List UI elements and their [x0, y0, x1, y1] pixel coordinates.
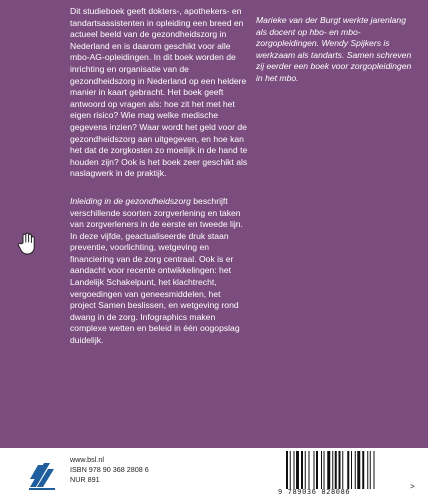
barcode-bar	[286, 451, 288, 489]
barcode-bar	[351, 451, 352, 489]
description-paragraph-2	[70, 196, 248, 347]
barcode-bar	[316, 451, 318, 489]
publisher-logo-icon	[28, 457, 56, 491]
barcode-bar	[347, 451, 349, 489]
barcode-bar	[296, 451, 299, 489]
barcode	[286, 451, 404, 489]
barcode-bar	[370, 451, 371, 489]
barcode-quiet-zone-mark: >	[410, 482, 415, 491]
back-cover-description	[70, 6, 248, 363]
barcode-bar	[355, 451, 356, 489]
barcode-bar	[357, 451, 360, 489]
barcode-bar	[309, 451, 310, 489]
description-paragraph-2-text: beschrijft verschillende soorten zorgverlening en taken van zorgverleners in de eerste en tweede lijn. In deze vijfde, geactualiseerde druk staan preventie, voorlichting, wetgeving en financiering van de zorg centraal. Ook is er aandacht voor recente ontwikkelingen: het Landelijk Schakelpunt, het klachtrecht, vergoedingen van geneesmiddelen, het project Samen beslissen, en wetgeving rond dwang in de zorg. Infographics maken complexe wetten en beleid in één oogopslag duidelijk.	[70, 195, 243, 346]
barcode-bar	[367, 451, 368, 489]
barcode-bar	[332, 451, 333, 489]
barcode-bar	[324, 451, 325, 489]
book-title-inline: Inleiding in de gezondheidszorg	[70, 195, 191, 206]
imprint-block	[70, 455, 149, 485]
barcode-bar	[294, 451, 295, 489]
description-paragraph-1: Dit studieboek geeft dokters-, apothekers- en tandartsassistenten in opleiding een breed en actueel beeld van de gezondheidszorg in Nederland en is daarom geschikt voor alle mbo-AG-opleidingen. In dit boek worden de inrichting en organisatie van de gezondheidszorg in Nederland op een heldere manier in kaart gebracht. Het boek geeft antwoord op vragen als: hoe zit het met het eigen risico? Wie mag welke medische gegevens inzien? Waar wordt het geld voor de gezondheidszorg aan uitgegeven, en hoe kan het dat de zorgkosten zo moeilijk in de hand te houden zijn? Ook is het boek zeer geschikt als naslagwerk in de praktijk.	[70, 6, 248, 179]
barcode-bar	[362, 451, 364, 489]
author-bio-text: Marieke van der Burgt werkte jarenlang als docent op hbo- en mbo-zorgopleidingen. Wendy Spijkers is werkzaam als tandarts. Samen schreven zij eerder een boek voor zorgopleidingen in het mbo.	[256, 15, 412, 83]
barcode-bar	[374, 451, 375, 489]
barcode-bar	[342, 451, 343, 489]
hand-cursor-icon	[17, 232, 37, 256]
barcode-bar	[314, 451, 315, 489]
publisher-website[interactable]: www.bsl.nl	[70, 455, 104, 464]
nur-code: NUR 891	[70, 475, 100, 484]
barcode-bar	[290, 451, 291, 489]
barcode-bar	[327, 451, 330, 489]
barcode-bar	[321, 451, 322, 489]
isbn-text: ISBN 978 90 368 2808 6	[70, 465, 149, 474]
barcode-bar	[305, 451, 306, 489]
barcode-bar	[301, 451, 303, 489]
barcode-bar	[339, 451, 341, 489]
cover-footer	[0, 448, 428, 500]
author-bio	[256, 15, 416, 85]
barcode-bar	[335, 451, 337, 489]
barcode-digits: 9 789036 828086	[278, 488, 351, 496]
